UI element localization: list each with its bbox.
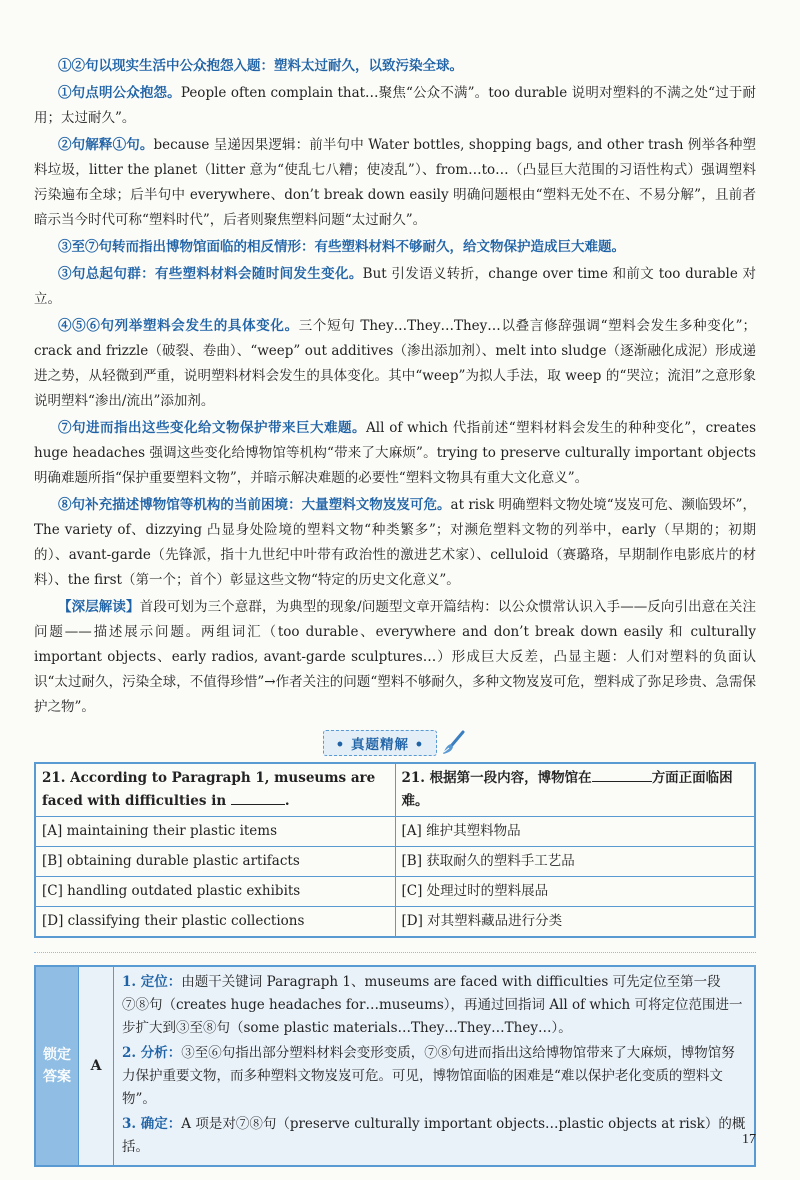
analysis-paragraph: ①句点明公众抱怨。People often complain that…聚焦“公众不满”。too durable 说明对塑料的不满之处“过于耐用；太过耐久”。: [34, 85, 757, 126]
answer-explanation: [114, 967, 754, 1165]
table-row: [35, 817, 755, 847]
step-locate: 1. 定位：由题干关键词 Paragraph 1、museums are faced with difficulties 可先定位至第一段⑦⑧句（creates huge headaches for…museums），再通过回指词 All of which 可将定位范围进一步扩大到③至⑧句（some plastic materials…They…They…They…）。: [122, 974, 743, 1036]
deep-reading-label: 【深层解读】: [58, 599, 140, 615]
analysis-paragraph: ⑦句进而指出这些变化给文物保护带来巨大难题。All of which 代指前述“塑料材料会发生的种种变化”，creates huge headaches 强调这些变化给博物馆等机构“带来了大麻烦”。trying to preserve culturally important objects 明确难题所指“保护重要塑料文物”，并暗示解决难题的必要性“塑料文物具有重大文化意义”。: [34, 420, 756, 486]
paragraph-heading: ③至⑦句转而指出博物馆面临的相反情形：有些塑料材料不够耐久，给文物保护造成巨大难题。: [58, 239, 625, 255]
question-stem-cn: 21. 根据第一段内容，博物馆在 方面正面临困难。: [395, 763, 755, 817]
option-en: [D] classifying their plastic collections: [35, 907, 395, 938]
step-analyze: 2. 分析：③至⑥句指出部分塑料材料会变形变质，⑦⑧句进而指出这给博物馆带来了大麻烦，博物馆努力保护重要文物，而多种塑料文物岌岌可危。可见，博物馆面临的困难是“难以保护老化变质的塑料文物”。: [122, 1045, 735, 1107]
page-content: [34, 54, 756, 1167]
option-cn: [A] 维护其塑料物品: [395, 817, 755, 847]
option-en: [C] handling outdated plastic exhibits: [35, 877, 395, 907]
table-row: [35, 847, 755, 877]
analysis-paragraph: ②句解释①句。because 呈递因果逻辑：前半句中 Water bottles, shopping bags, and other trash 例举各种塑料垃圾，litter the planet（litter 意为“使乱七八糟；使凌乱”）、from…to…（凸显巨大范围的习语性构式）强调塑料污染遍布全球；后半句中 everywhere、don’t break down easily 明确问题根由“塑料无处不在、不易分解”，且前者暗示当今时代可称“塑料时代”，后者则聚焦塑料问题“太过耐久”。: [34, 137, 757, 228]
question-stem-en: 21. According to Paragraph 1, museums are faced with difficulties in .: [35, 763, 395, 817]
paragraph-heading: ③句总起句群：有些塑料材料会随时间发生变化。: [58, 266, 363, 282]
paragraph-heading: ⑧句补充描述博物馆等机构的当前困境：大量塑料文物岌岌可危。: [58, 497, 451, 513]
analysis-paragraph: [34, 54, 756, 79]
analysis-paragraph: ⑧句补充描述博物馆等机构的当前困境：大量塑料文物岌岌可危。at risk 明确塑料文物处境“岌岌可危、濒临毁坏”，The variety of、dizzying 凸显身处险境的塑料文物“种类繁多”；对濒危塑料文物的列举中，early（早期的；初期的）、avant-garde（先锋派，指十九世纪中叶带有政治性的激进艺术家）、celluloid（赛璐珞，早期制作电影底片的材料）、the first（第一个；首个）彰显这些文物“特定的历史文化意义”。: [34, 497, 756, 588]
analysis-paragraph: ③句总起句群：有些塑料材料会随时间发生变化。But 引发语义转折，change over time 和前文 too durable 对立。: [34, 266, 757, 307]
answer-blank: [231, 790, 285, 805]
option-en: [A] maintaining their plastic items: [35, 817, 395, 847]
brush-icon: [441, 730, 467, 756]
banner-title: • 真题精解 •: [323, 730, 438, 756]
paragraph-heading: ④⑤⑥句列举塑料会发生的具体变化。: [58, 318, 299, 334]
paragraph-heading: ②句解释①句。: [58, 137, 154, 153]
question-table: [34, 762, 756, 938]
analysis-paragraph: ④⑤⑥句列举塑料会发生的具体变化。三个短句 They…They…They…以叠言修辞强调“塑料会发生多种变化”；crack and frizzle（破裂、卷曲）、“weep” out additives（渗出添加剂）、melt into sludge（逐渐融化成泥）形成递进之势，从轻微到严重，说明塑料材料会发生的具体变化。其中“weep”为拟人手法，取 weep 的“哭泣；流泪”之意形象说明塑料“渗出/流出”添加剂。: [34, 318, 756, 409]
option-cn: [D] 对其塑料藏品进行分类: [395, 907, 755, 938]
option-en: [B] obtaining durable plastic artifacts: [35, 847, 395, 877]
paragraph-heading: ①②句以现实生活中公众抱怨入题：塑料太过耐久，以致污染全球。: [58, 58, 463, 74]
option-cn: [B] 获取耐久的塑料手工艺品: [395, 847, 755, 877]
divider: [34, 952, 756, 953]
paragraph-heading: ⑦句进而指出这些变化给文物保护带来巨大难题。: [58, 420, 367, 436]
answer-box: [34, 965, 756, 1167]
page-number: 17: [742, 1132, 756, 1147]
table-row: [35, 907, 755, 938]
table-row: [35, 763, 755, 817]
step-confirm: 3. 确定：A 项是对⑦⑧句（preserve culturally important objects…plastic objects at risk）的概括。: [122, 1116, 746, 1155]
analysis-paragraph: [34, 235, 756, 260]
answer-blank: [592, 767, 652, 782]
answer-label: 锁定答案: [36, 967, 79, 1165]
paragraph-heading: ①句点明公众抱怨。: [58, 85, 181, 101]
table-row: [35, 877, 755, 907]
answer-letter: A: [79, 967, 114, 1165]
option-cn: [C] 处理过时的塑料展品: [395, 877, 755, 907]
deep-reading-paragraph: 【深层解读】首段可划为三个意群，为典型的现象/问题型文章开篇结构：以公众惯常认识入手——反向引出意在关注问题——描述展示问题。两组词汇（too durable、everywhere and don’t break down easily 和 culturally important objects、early radios, avant-garde sculptures…）形成巨大反差，凸显主题：人们对塑料的负面认识“太过耐久，污染全球，不值得珍惜”→作者关注的问题“塑料不够耐久，多种文物岌岌可危，塑料成了弥足珍贵、急需保护之物”。: [34, 599, 756, 715]
section-banner: [34, 730, 756, 756]
